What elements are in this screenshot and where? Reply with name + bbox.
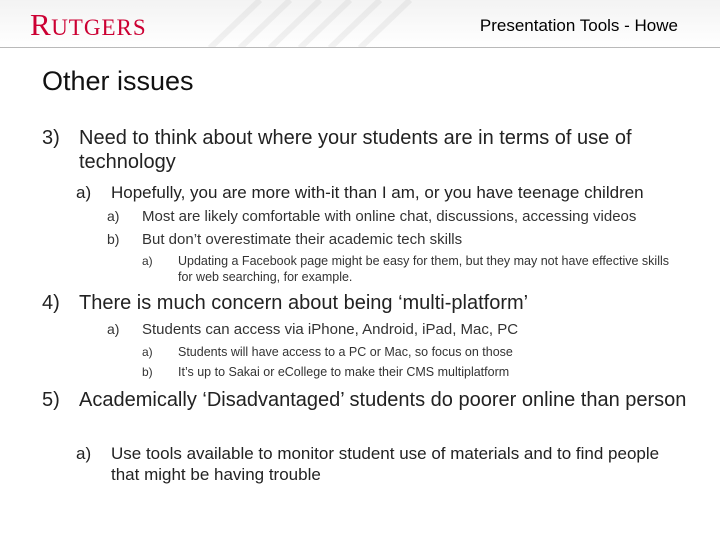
list-marker: b)	[107, 231, 120, 247]
list-item-device-access: Students can access via iPhone, Android, iPad, Mac, PC	[142, 321, 519, 338]
list-marker: a)	[107, 208, 120, 224]
list-item-with-it: Hopefully, you are more with-it than I am, or you have teenage children	[111, 183, 644, 202]
list-item-technology-use: Need to think about where your students are in terms of use of technology	[79, 127, 632, 173]
list-marker: b)	[142, 365, 153, 379]
list-marker: a)	[107, 321, 120, 337]
list-item-monitoring-tools: Use tools available to monitor student use of materials and to find people that might be having trouble	[111, 444, 660, 484]
slide-title: Other issues	[42, 66, 194, 96]
course-title: Presentation Tools - Howe	[479, 16, 678, 35]
watermark-pattern	[200, 0, 420, 48]
list-item-multi-platform: There is much concern about being ‘multi-platform’	[79, 292, 529, 314]
list-marker: a)	[142, 345, 153, 359]
list-item-cms-multiplatform: It’s up to Sakai or eCollege to make their CMS multiplatform	[178, 365, 510, 379]
list-marker: 3)	[42, 127, 60, 149]
list-item-comfortable-online: Most are likely comfortable with online chat, discussions, accessing videos	[142, 208, 637, 225]
header-divider	[0, 47, 720, 48]
rutgers-logo: RUTGERS	[30, 7, 147, 42]
list-item-disadvantaged-students: Academically ‘Disadvantaged’ students do poorer online than person	[79, 389, 687, 411]
list-item-overestimate-skills: But don’t overestimate their academic tech skills	[142, 231, 463, 248]
list-marker: a)	[76, 444, 92, 463]
list-marker: a)	[142, 254, 153, 268]
list-marker: 5)	[42, 389, 60, 411]
list-marker: a)	[76, 183, 92, 202]
list-marker: 4)	[42, 292, 60, 314]
list-item-facebook-example: Updating a Facebook page might be easy for them, but they may not have effective skills for web searching, for example.	[178, 254, 670, 284]
list-item-pc-mac-focus: Students will have access to a PC or Mac, so focus on those	[178, 345, 513, 359]
